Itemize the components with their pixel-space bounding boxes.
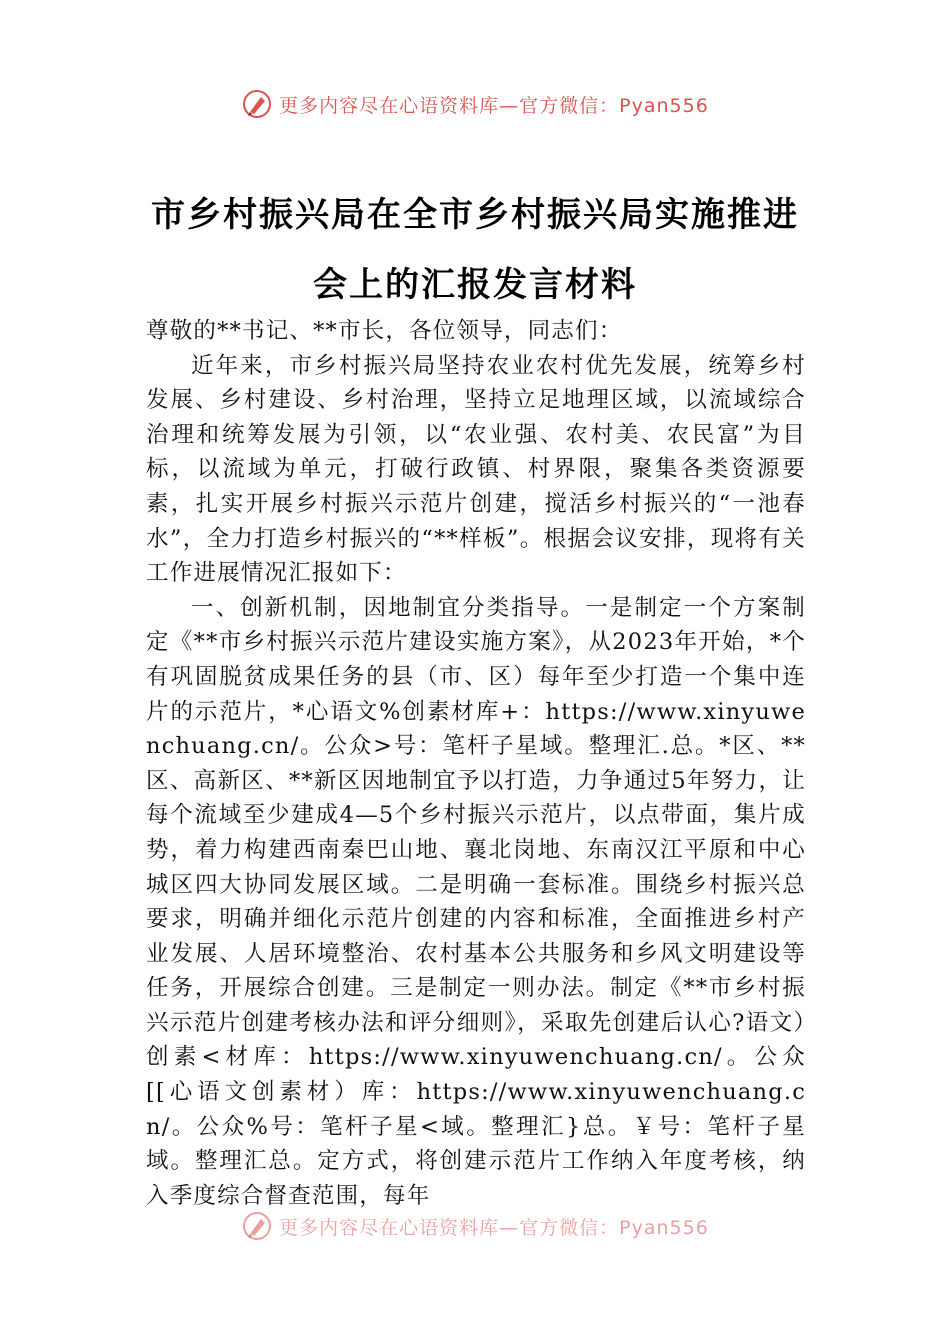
document-body: [146, 314, 806, 1213]
fountain-pen-logo-icon: [241, 88, 273, 120]
paragraph-section-one: 一、创新机制，因地制宜分类指导。一是制定一个方案制定《**市乡村振兴示范片建设实施方案》，从2023年开始，*个有巩固脱贫成果任务的县（市、区）每年至少打造一个集中连片的示范片，*心语文%创素材库+：https://www.xinyuwenchuang.cn/。公众>号：笔杆子星域。整理汇.总。*区、**区、高新区、**新区因地制宜予以打造，力争通过5年努力，让每个流域至少建成4—5个乡村振兴示范片，以点带面，集片成势，着力构建西南秦巴山地、襄北岗地、东南汉江平原和中心城区四大协同发展区域。二是明确一套标准。围绕乡村振兴总要求，明确并细化示范片创建的内容和标准，全面推进乡村产业发展、人居环境整治、农村基本公共服务和乡风文明建设等任务，开展综合创建。三是制定一则办法。制定《**市乡村振兴示范片创建考核办法和评分细则》，采取先创建后认心?语文）创素<材库：https://www.xinyuwenchuang.cn/。公众[[心语文创素材）库：https://www.xinyuwenchuang.cn/。公众%号：笔杆子星<域。整理汇}总。￥号：笔杆子星域。整理汇总。定方式，将创建示范片工作纳入年度考核，纳入季度综合督查范围，每年: [146, 594, 806, 1209]
title-line-1: 市乡村振兴局在全市乡村振兴局实施推进: [151, 195, 799, 235]
title-line-2: 会上的汇报发言材料: [313, 265, 637, 305]
watermark-footer-text: 更多内容尽在心语资料库—官方微信：Pyan556: [279, 1216, 709, 1239]
watermark-header: [0, 84, 950, 124]
watermark-footer: [0, 1206, 950, 1246]
fountain-pen-logo-icon: [241, 1210, 273, 1242]
watermark-text: 更多内容尽在心语资料库—官方微信：Pyan556: [279, 94, 709, 117]
paragraph-intro: 近年来，市乡村振兴局坚持农业农村优先发展，统筹乡村发展、乡村建设、乡村治理，坚持立足地理区域，以流域综合治理和统筹发展为引领，以“农业强、农村美、农民富”为目标，以流域为单元，打破行政镇、村界限，聚集各类资源要素，扎实开展乡村振兴示范片创建，搅活乡村振兴的“一池春水”，全力打造乡村振兴的“**样板”。根据会议安排，现将有关工作进展情况汇报如下：: [146, 352, 806, 587]
document-title: [110, 180, 840, 320]
salutation: 尊敬的**书记、**市长，各位领导，同志们：: [146, 318, 623, 344]
